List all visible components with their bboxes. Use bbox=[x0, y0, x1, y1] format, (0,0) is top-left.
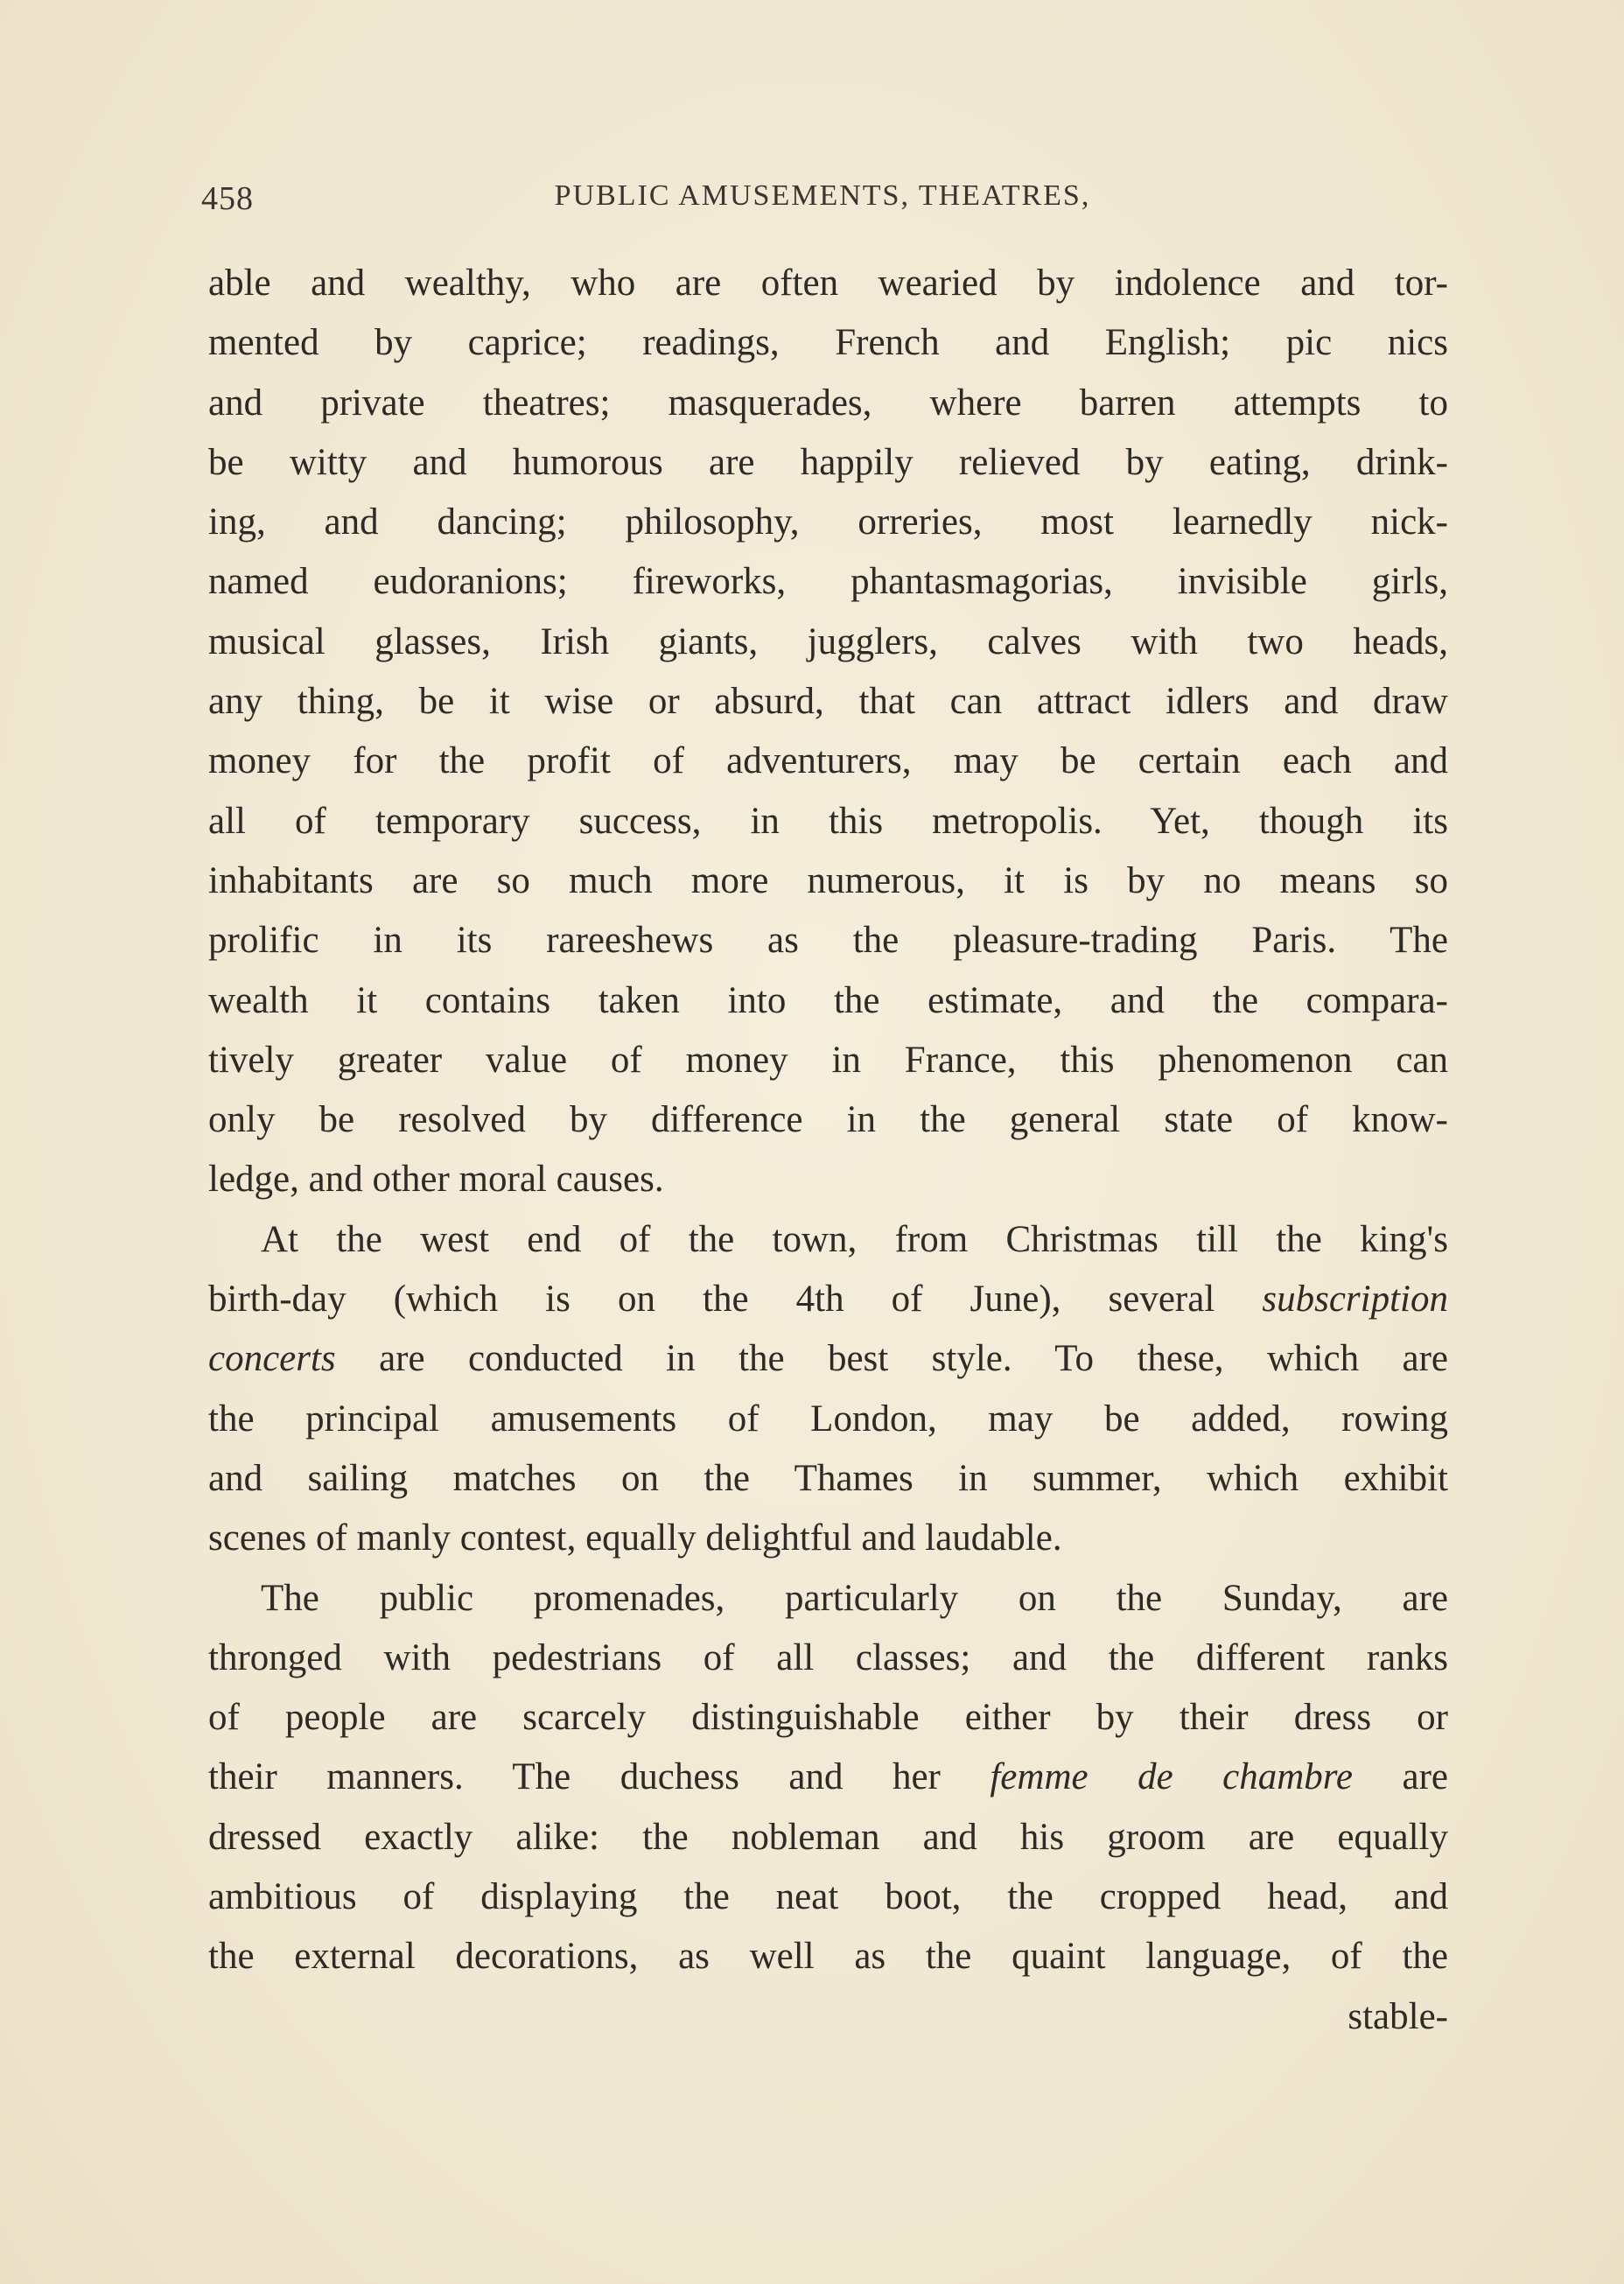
page-number: 458 bbox=[201, 180, 254, 217]
text-line: wealth it contains taken into the estimate, and the compara- bbox=[208, 979, 1448, 1021]
paragraph-start-line: At the west end of the town, from Christmas till the king's bbox=[261, 1218, 1448, 1260]
text-line: and private theatres; masquerades, where barren attempts to bbox=[208, 382, 1448, 424]
text-line: be witty and humorous are happily relieved by eating, drink- bbox=[208, 441, 1448, 483]
text-line: inhabitants are so much more numerous, it is by no means so bbox=[208, 859, 1448, 901]
text-line bbox=[208, 1748, 1448, 1807]
text-line: any thing, be it wise or absurd, that can attract idlers and draw bbox=[208, 681, 1448, 723]
text-line: dressed exactly alike: the nobleman and his groom are equally bbox=[208, 1816, 1448, 1858]
text-line: ledge, and other moral causes. bbox=[208, 1159, 664, 1201]
catchword: stable- bbox=[1348, 1995, 1448, 2037]
text-span: are bbox=[1353, 1756, 1448, 1798]
text-span: their manners. The duchess and her bbox=[208, 1756, 990, 1798]
text-line: ambitious of displaying the neat boot, the cropped head, and bbox=[208, 1876, 1448, 1918]
text-line: money for the profit of adventurers, may be certain each and bbox=[208, 740, 1448, 782]
text-line: the principal amusements of London, may be added, rowing bbox=[208, 1398, 1448, 1440]
italic-text: concerts bbox=[208, 1338, 336, 1380]
text-line: musical glasses, Irish giants, jugglers, calves with two heads, bbox=[208, 620, 1448, 662]
running-head: PUBLIC AMUSEMENTS, THEATRES, bbox=[554, 179, 1091, 212]
text-line bbox=[208, 1329, 1448, 1389]
text-line: all of temporary success, in this metropolis. Yet, though its bbox=[208, 800, 1448, 842]
text-span: birth-day (which is on the 4th of June), several bbox=[208, 1279, 1215, 1321]
page-header bbox=[201, 179, 1444, 232]
text-line: only be resolved by difference in the general state of know- bbox=[208, 1099, 1448, 1141]
text-line: tively greater value of money in France, this phenomenon can bbox=[208, 1039, 1448, 1081]
text-line: thronged with pedestrians of all classes; and the different ranks bbox=[208, 1636, 1448, 1678]
text-span: are conducted in the best style. To these, which are bbox=[335, 1338, 1448, 1380]
italic-text: subscription bbox=[1262, 1279, 1448, 1321]
text-line: prolific in its rareeshews as the pleasure-trading Paris. The bbox=[208, 920, 1448, 962]
paragraph-start-line: The public promenades, particularly on the Sunday, are bbox=[261, 1577, 1448, 1619]
text-line: of people are scarcely distinguishable either by their dress or bbox=[208, 1697, 1448, 1739]
text-line: scenes of manly contest, equally delightful and laudable. bbox=[208, 1517, 1062, 1559]
text-line: able and wealthy, who are often wearied by indolence and tor- bbox=[208, 263, 1448, 304]
text-line: named eudoranions; fireworks, phantasmagorias, invisible girls, bbox=[208, 561, 1448, 603]
text-line: mented by caprice; readings, French and English; pic nics bbox=[208, 322, 1448, 364]
text-line bbox=[208, 1270, 1448, 1329]
text-line: ing, and dancing; philosophy, orreries, most learnedly nick- bbox=[208, 501, 1448, 543]
text-line: the external decorations, as well as the quaint language, of the bbox=[208, 1936, 1448, 1978]
body-text bbox=[208, 254, 1448, 2047]
italic-text: femme de chambre bbox=[990, 1756, 1354, 1798]
text-line: and sailing matches on the Thames in summer, which exhibit bbox=[208, 1457, 1448, 1499]
